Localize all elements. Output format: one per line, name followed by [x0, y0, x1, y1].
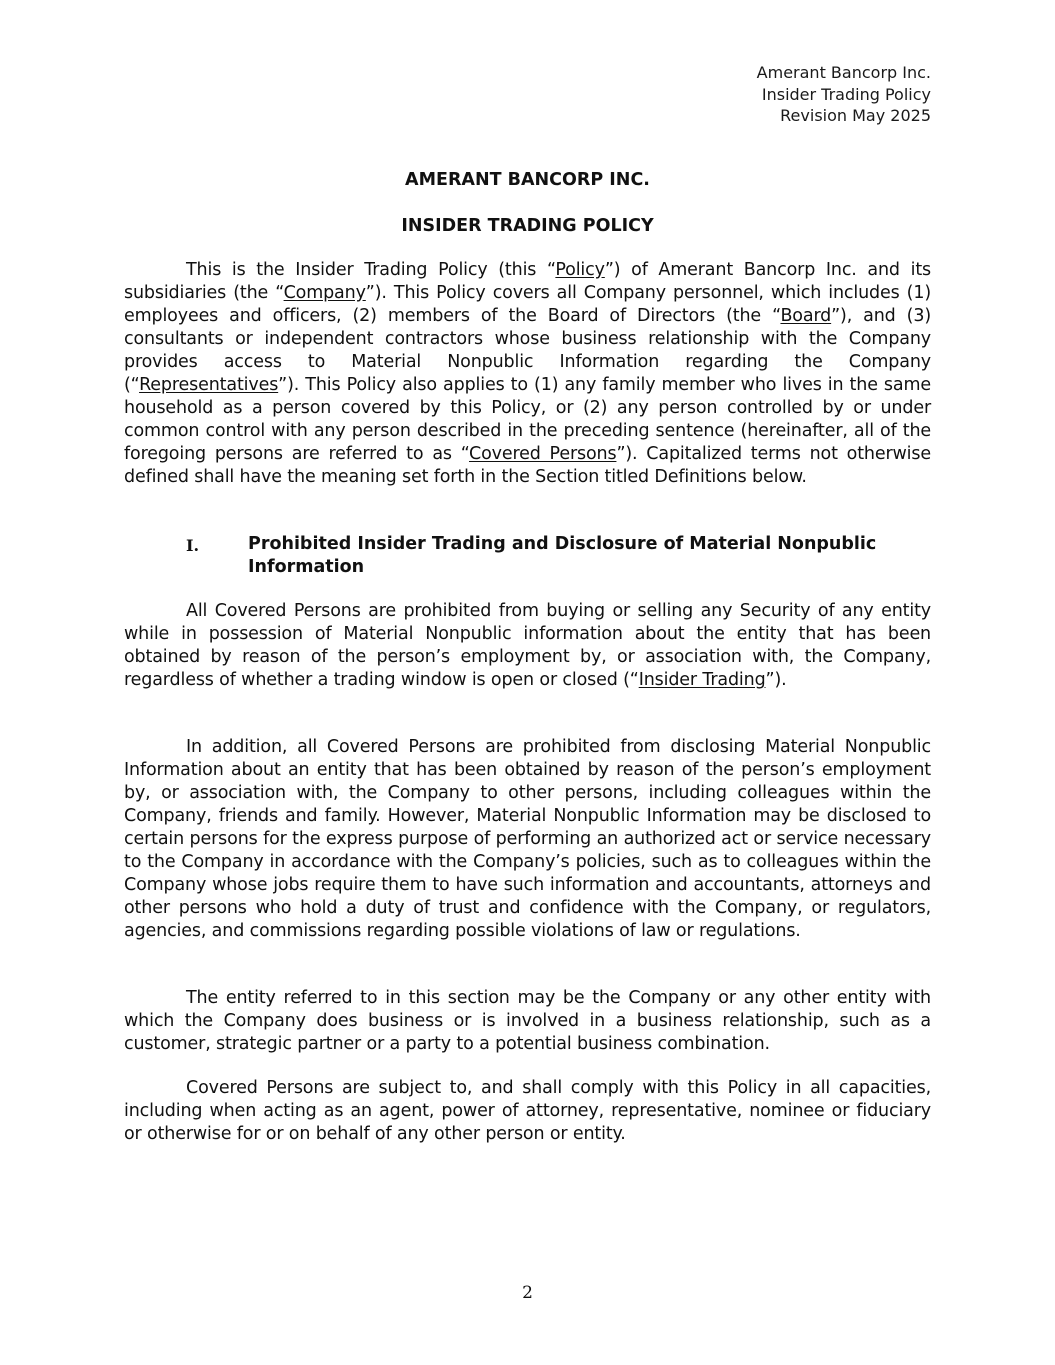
section-paragraph-3 — [124, 987, 931, 1056]
section-paragraph-4 — [124, 1077, 931, 1146]
defined-term-board: Board — [780, 306, 832, 326]
text-run: ”). Capitalized terms not otherwise defined shall have the meaning set forth in the Section titled Definitions below. — [124, 444, 931, 487]
defined-term-representatives: Representatives — [139, 375, 279, 395]
section-paragraph-1 — [124, 600, 931, 692]
policy-title: INSIDER TRADING POLICY — [401, 216, 654, 236]
paragraph-text: Covered Persons are subject to, and shall comply with this Policy in all capacities, including when acting as an agent, power of attorney, representative, nominee or fiduciary or otherwise for or on behalf of any other person or entity. — [124, 1078, 931, 1144]
text-run: ”) of Amerant Bancorp Inc. and its subsidiaries (the “ — [124, 260, 932, 303]
text-run: This is the Insider Trading Policy (this “ — [186, 260, 556, 280]
text-run: ”). — [765, 670, 787, 690]
header-document-title: Insider Trading Policy — [761, 84, 931, 104]
header-company: Amerant Bancorp Inc. — [756, 63, 931, 82]
section-number: I. — [186, 536, 200, 555]
page-number: 2 — [522, 1283, 533, 1303]
defined-term-covered-persons: Covered Persons — [469, 444, 617, 464]
text-run: ”). This Policy also applies to (1) any family member who lives in the same household as a person covered by this Policy, or (2) any person controlled by or under common control with any person described in the preceding sentence (hereinafter, all of the foregoing persons are referred to as “ — [124, 375, 931, 464]
paragraph-text: In addition, all Covered Persons are prohibited from disclosing Material Nonpublic Information about an entity that has been obtained by reason of the person’s employment by, or association with, the Company to other persons, including colleagues within the Company, friends and family. However, Material Nonpublic Information may be disclosed to certain persons for the express purpose of performing an authorized act or service necessary to the Company in accordance with the Company’s policies, such as to colleagues within the Company whose jobs require them to have such information and accountants, attorneys and other persons who hold a duty of trust and confidence with the Company, or regulators, agencies, and commissions regarding possible violations of law or regulations. — [124, 737, 931, 941]
running-header — [757, 62, 931, 127]
text-run: ”), and (3) consultants or independent contractors whose business relationship with the Company provides access to Material Nonpublic Information regarding the Company (“ — [124, 306, 931, 395]
defined-term-policy: Policy — [555, 260, 605, 280]
intro-paragraph — [124, 259, 931, 489]
header-revision: Revision May 2025 — [780, 106, 931, 125]
section-title: Prohibited Insider Trading and Disclosure of Material Nonpublic Information — [248, 534, 877, 577]
section-paragraph-2 — [124, 736, 931, 943]
company-title: AMERANT BANCORP INC. — [405, 170, 650, 190]
text-run: ”). This Policy covers all Company personnel, which includes (1) employees and officers, (2) members of the Board of Directors (the “ — [124, 283, 932, 326]
section-heading — [186, 533, 931, 579]
paragraph-text: The entity referred to in this section may be the Company or any other entity with which the Company does business or is involved in a business relationship, such as a customer, strategic partner or a party to a potential business combination. — [124, 988, 931, 1054]
defined-term-company: Company — [283, 283, 366, 303]
text-run: All Covered Persons are prohibited from buying or selling any Security of any entity while in possession of Material Nonpublic information about the entity that has been obtained by reason of the person’s employment by, or association with, the Company, regardless of whether a trading window is open or closed (“ — [124, 601, 931, 690]
defined-term-insider-trading: Insider Trading — [638, 670, 766, 690]
